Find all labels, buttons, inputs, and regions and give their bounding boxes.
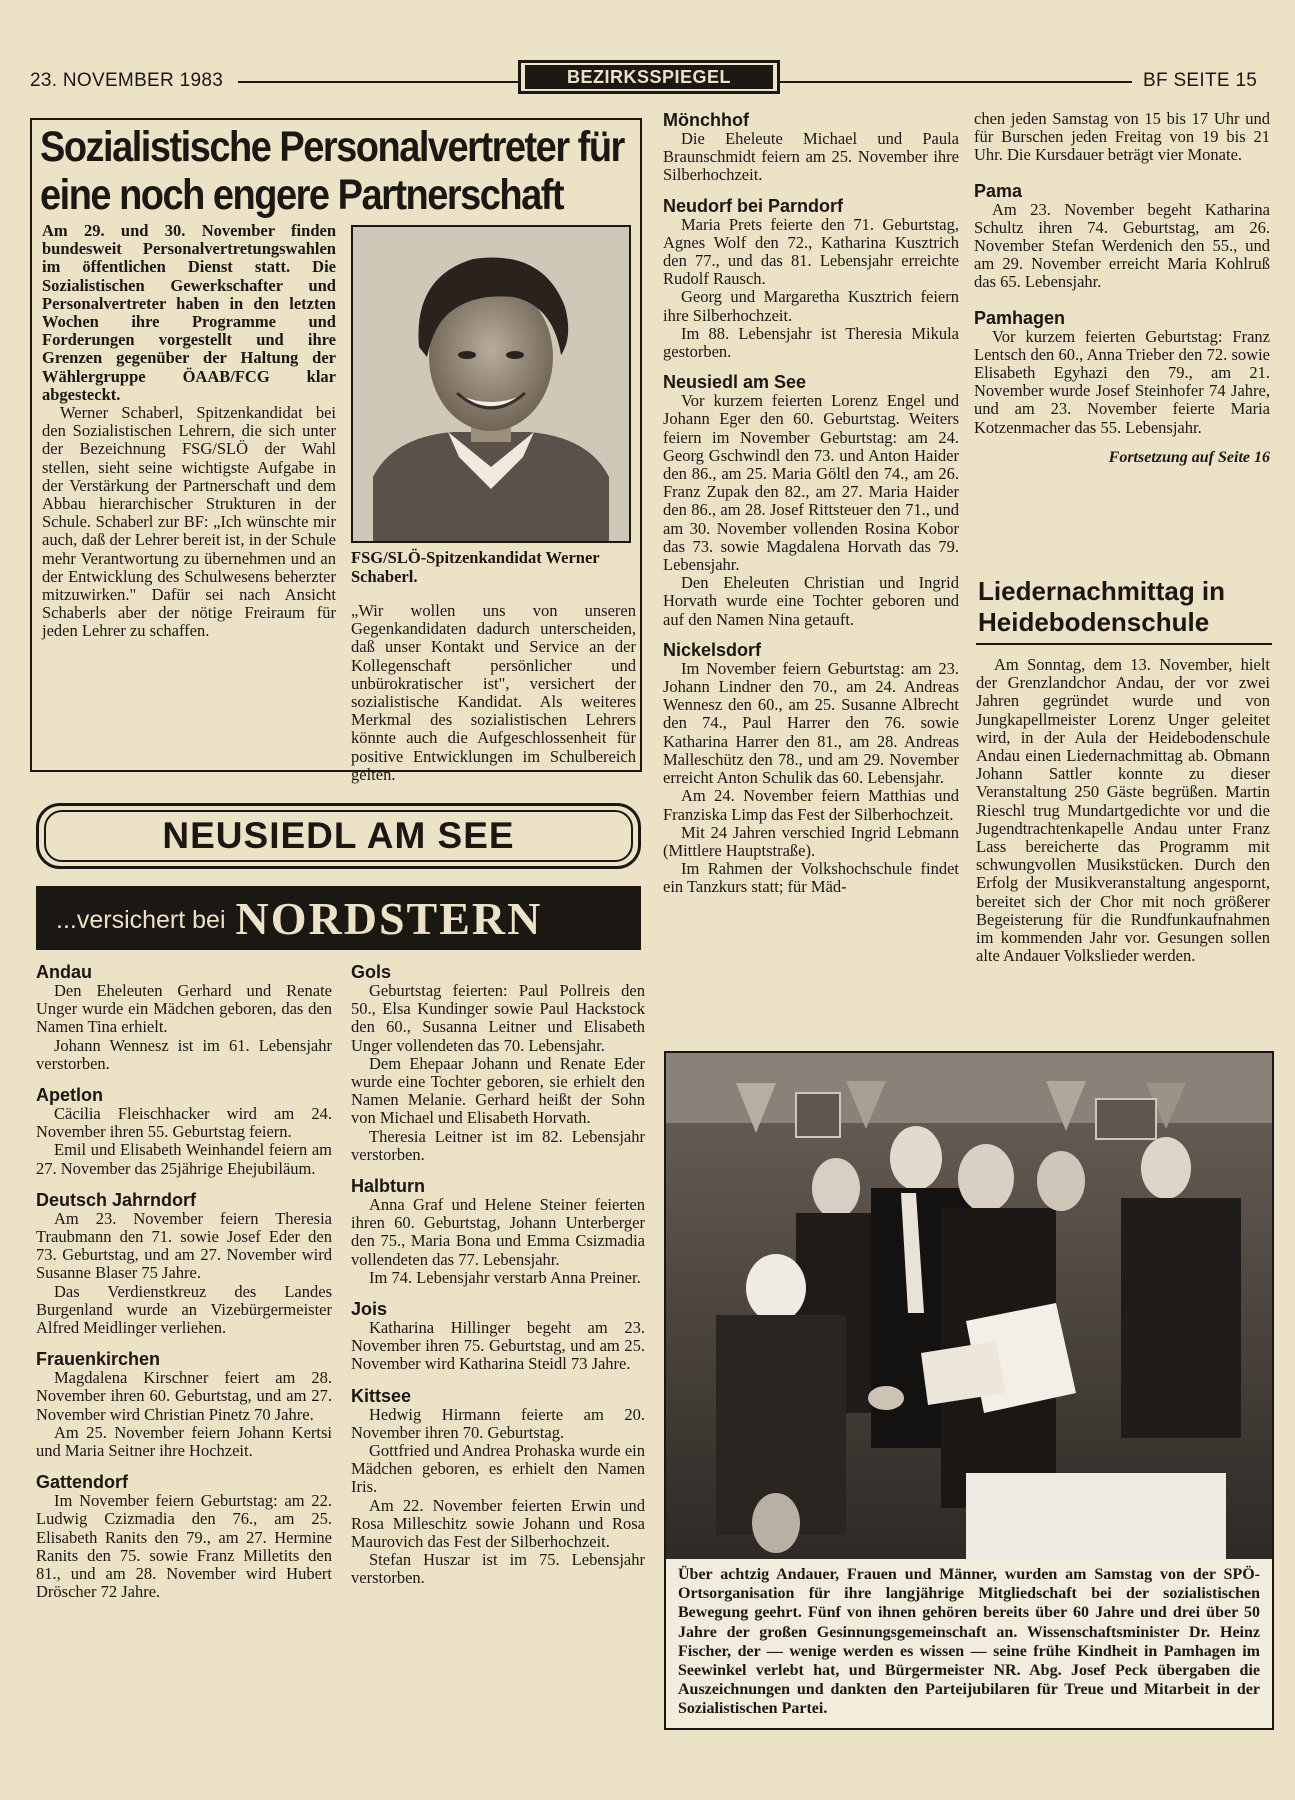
section-body: [36, 1492, 332, 1601]
section-title: Frauenkirchen: [36, 1349, 161, 1370]
event-photo-image: [666, 1053, 1272, 1561]
section-frauenkirchen: [36, 1349, 332, 1460]
section-body: [36, 1210, 332, 1337]
section-gols: [351, 962, 645, 1164]
section-title: Andau: [36, 962, 92, 982]
section-body: [663, 660, 959, 897]
section-title: Jois: [351, 1299, 388, 1320]
section-moenchhof: [663, 110, 959, 185]
section-body: [974, 328, 1270, 437]
lieder-rule: [976, 643, 1272, 645]
section-paragraph: Gottfried und Andrea Prohaska wurde ein Mädchen geboren, es erhielt den Namen Iris.: [351, 1441, 645, 1497]
section-title: Halbturn: [351, 1176, 425, 1197]
section-kittsee: [351, 1386, 645, 1588]
sponsor-brand: NORDSTERN: [235, 892, 543, 944]
column-1: [36, 962, 332, 1601]
section-paragraph: Maria Prets feierte den 71. Geburtstag, Agnes Wolf den 72., Katharina Kusztrich den 77., und das 81. Lebensjahr erreichte Rudolf Rausch.: [663, 214, 959, 289]
sponsor-prefix: ...versichert bei: [56, 905, 226, 934]
section-title: Apetlon: [36, 1085, 103, 1106]
section-paragraph: Im November feiern Geburtstag: am 23. Johann Lindner den 70., am 24. Andreas Wennesz den 60., am 25. Susanne Albrecht den 74., Paul Harrer den 76. sowie Katharina Harrer den 81., am 28. Andreas Malleschütz den 78., und am 29. November erreicht Anton Schulik das 60. Lebensjahr.: [663, 658, 959, 788]
section-paragraph: Georg und Margaretha Kusztrich feiern ihre Silberhochzeit.: [663, 287, 959, 325]
section-body: [663, 392, 959, 629]
section-pamhagen: [974, 308, 1270, 437]
lieder-paragraph: Am Sonntag, dem 13. November, hielt der Grenzlandchor Andau, der vor zwei Jahren gegründet wurde und von Jungkapellmeister Lorenz Unger geleitet wird, in der Aula der Heidebodenschule Andau einen Liedernachmittag ab. Obmann Johann Sattler konnte zu dieser Veranstaltung 250 Gäste begrüßen. Martin Rieschl trug Mundartgedichte vor und die Jugendtrachtenkapelle Andau unter Franz Lass bereicherte das Programm mit schwungvollen Musikstücken. Durch den Erfolg der Musikveranstaltung angespornt, bereitet sich der Chor mit noch größerer Begeisterung für die Rundfunkaufnahmen im kommenden Jahr vor. Gesungen sollen alte Andauer Volkslieder werden.: [976, 655, 1270, 966]
lead-text-column: [42, 222, 336, 641]
section-title: Gols: [351, 962, 392, 982]
lieder-headline: Liedernachmittag in Heidebodenschule: [978, 576, 1226, 637]
section-paragraph: Den Eheleuten Christian und Ingrid Horvath wurde eine Tochter geboren und auf den Namen Nina getauft.: [663, 573, 959, 629]
section-gattendorf: [36, 1472, 332, 1601]
column-4: [974, 110, 1270, 467]
lead-intro: Am 29. und 30. November finden bundesweit Personalvertretungswahlen im öffentlichen Dienst statt. Die Sozialistischen Gewerkschafter und Personalvertreter haben in den letzten Wochen ihre Programme und Forderungen vorgestellt und ihre Grenzen gegenüber der Haltung der Wählergruppe ÖAAB/FCG klar abgesteckt.: [42, 221, 336, 404]
section-paragraph: Emil und Elisabeth Weinhandel feiern am 27. November das 25jährige Ehejubiläum.: [36, 1140, 332, 1178]
section-apetlon: [36, 1085, 332, 1178]
column-3: [663, 110, 959, 897]
section-paragraph: Mit 24 Jahren verschied Ingrid Lebmann (Mittlere Hauptstraße).: [663, 822, 959, 860]
section-paragraph: Katharina Hillinger begeht am 23. November ihren 75. Geburtstag, und am 25. November wird Katharina Steidl 73 Jahre.: [351, 1318, 645, 1374]
section-label: BEZIRKSSPIEGEL: [525, 65, 773, 89]
section-paragraph: Hedwig Hirmann feierte am 20. November ihren 70. Geburtstag.: [351, 1404, 645, 1442]
section-andau: [36, 962, 332, 1073]
lead-paragraph-1: Werner Schaberl, Spitzenkandidat bei den Sozialistischen Lehrern, die sich unter der Bezeichnung FSG/SLÖ der Wahl stellen, sieht seine wichtigste Aufgabe in der Verstärkung der Partnerschaft und dem Abbau hierarchischer Strukturen in der Schule. Schaberl zur BF: „Ich wünschte mir auch, daß der Lehrer bereit ist, in der Schule mehr Verantwortung zu übernehmen und an der Entwicklung des Schulwesens beherzter mitzuwirken." Dafür sei nach Ansicht Schaberls aber der nötige Freiraum für jeden Lehrer zu schaffen.: [42, 403, 336, 641]
section-paragraph: Am 23. November begeht Katharina Schultz ihren 74. Geburtstag, am 26. November Stefan Werdenich den 55., und am 29. November erreicht Maria Kohlruß das 65. Lebensjahr.: [974, 199, 1270, 292]
section-paragraph: Theresia Leitner ist im 82. Lebensjahr verstorben.: [351, 1126, 645, 1164]
issue-date: 23. NOVEMBER 1983: [30, 70, 224, 91]
section-paragraph: Stefan Huszar ist im 75. Lebensjahr verstorben.: [351, 1550, 645, 1588]
section-paragraph: Im Rahmen der Volkshochschule findet ein Tanzkurs statt; für Mäd-: [663, 859, 959, 897]
section-paragraph: Geburtstag feierten: Paul Pollreis den 50., Elsa Kundinger sowie Paul Hackstock den 60., Susanna Leitner und Elisabeth Unger vollendeten das 70. Lebensjahr.: [351, 981, 645, 1055]
section-paragraph: Vor kurzem feierten Geburtstag: Franz Lentsch den 60., Anna Trieber den 72. sowie Elisabeth Egyhazi den 79., am 21. November wurde Josef Steinhofer 74 Jahre, und am 23. November feierte Maria Kotzenmacher das 55. Lebensjahr.: [974, 326, 1270, 437]
section-deutsch-jahrndorf: [36, 1190, 332, 1337]
section-body: [36, 982, 332, 1073]
page-number: BF SEITE 15: [1143, 70, 1258, 91]
portrait-image: [353, 227, 629, 541]
section-paragraph: Den Eheleuten Gerhard und Renate Unger wurde ein Mädchen geboren, das den Namen Tina erhielt.: [36, 981, 332, 1037]
section-body: [351, 1319, 645, 1374]
section-paragraph: Die Eheleute Michael und Paula Braunschmidt feiern am 25. November ihre Silberhochzeit.: [663, 129, 959, 185]
section-pama: [974, 181, 1270, 292]
section-title: Neudorf bei Parndorf: [663, 195, 844, 216]
section-title: Nickelsdorf: [663, 639, 762, 660]
section-nickelsdorf: [663, 640, 959, 897]
section-body: [36, 1105, 332, 1178]
event-photo-caption: Über achtzig Andauer, Frauen und Männer, wurden am Samstag von der SPÖ-Ortsorganisation für ihre langjährige Mitgliedschaft bei der sozialistischen Bewegung geehrt. Fünf von ihnen gehören bereits über 60 Jahre und drei über 50 Jahre der großen Gesinnungsgemeinschaft an. Wissenschaftsminister Dr. Heinz Fischer, der — wenige werden es wissen — seine frühe Kindheit in Pamhagen im Seewinkel verlebt hat, und Bürgermeister NR. Abg. Josef Peck übergaben die Auszeichnungen und dankten den Parteijubilaren für Treue und Mitarbeit in der Sozialistischen Partei.: [666, 1559, 1272, 1728]
section-body: [36, 1369, 332, 1460]
header-rule-right: [780, 81, 1132, 83]
section-halbturn: [351, 1176, 645, 1287]
section-title: Kittsee: [351, 1385, 412, 1406]
section-paragraph: Das Verdienstkreuz des Landes Burgenland wurde an Vizebürgermeister Alfred Meidlinger verliehen.: [36, 1281, 332, 1338]
section-neusiedl: [663, 372, 959, 629]
section-paragraph: Im 74. Lebensjahr verstarb Anna Preiner.: [369, 1267, 641, 1287]
section-paragraph: Cäcilia Fleischhacker wird am 24. November ihren 55. Geburtstag feiern.: [36, 1104, 332, 1142]
section-title: Pamhagen: [974, 307, 1066, 328]
lead-headline: Sozialistische Personalvertreter für eine noch engere Partnerschaft: [40, 124, 624, 220]
section-title: Pama: [974, 180, 1023, 201]
section-paragraph: Anna Graf und Helene Steiner feierten ihren 60. Geburtstag, Johann Unterberger den 75., Maria Bona und Emma Csizmadia vollendeten das 77. Lebensjahr.: [351, 1195, 645, 1269]
region-banner-title: NEUSIEDL AM SEE: [44, 810, 633, 862]
section-title: Gattendorf: [36, 1472, 128, 1493]
section-jois: [351, 1299, 645, 1374]
section-paragraph: chen jeden Samstag von 15 bis 17 Uhr und für Burschen jeden Freitag von 19 bis 21 Uhr. Die Kursdauer beträgt vier Monate.: [974, 109, 1270, 165]
section-paragraph: Im November feiern Geburtstag: am 22. Ludwig Czizmadia den 76., am 25. Elisabeth Ranits den 79., am 27. Hermine Ranits den 75. sowie Franz Milletits den 81., und am 28. November wird Hubert Dröscher 72 Jahre.: [36, 1491, 332, 1602]
column-2: [351, 962, 645, 1588]
section-title: Mönchhof: [663, 110, 749, 130]
section-paragraph: Vor kurzem feierten Lorenz Engel und Johann Eger den 60. Geburtstag. Weiters feiern im November Geburtstag: am 24. Georg Gschwindl den 73. und Anton Haider den 86., am 25. Maria Göltl den 74., am 26. Franz Zupak den 82., am 27. Maria Haider den 86., am 28. Josef Rittsteuer den 71., und am 30. November vollenden Rosina Kobor das 73. sowie Magdalena Horvath das 79. Lebensjahr.: [663, 391, 959, 575]
portrait-caption: FSG/SLÖ-Spitzenkandidat Werner Schaberl.: [351, 548, 600, 586]
section-paragraph: Am 23. November feiern Theresia Traubmann den 71. sowie Josef Eder den 73. Geburtstag, und am 27. November wird Susanne Blaser 75 Jahre.: [36, 1208, 332, 1283]
section-neudorf: [663, 196, 959, 362]
header-rule-left: [238, 81, 518, 83]
lieder-body: [976, 656, 1270, 965]
section-body: [663, 216, 959, 362]
section-body: [663, 130, 959, 185]
section-paragraph: Am 25. November feiern Johann Kertsi und Maria Seitner ihre Hochzeit.: [36, 1422, 332, 1461]
lead-paragraph-2: „Wir wollen uns von unseren Gegenkandidaten dadurch unterscheiden, daß unser Kontakt und Service an der Kollegenschaft persönlicher und unbürokratischer ist", versichert der sozialistische Kandidat. Als weiteres Merkmal des sozialistischen Lehrers könnte auch die Aufgeschlossenheit für positive Entwicklungen im Schulbereich gelten.: [351, 601, 636, 784]
sponsor-bar: [36, 886, 641, 950]
section-paragraph: Am 22. November feierten Erwin und Rosa Milleschitz sowie Johann und Rosa Maurovich das Fest der Silberhochzeit.: [351, 1495, 645, 1552]
section-body: [351, 1406, 645, 1588]
section-body: [351, 982, 645, 1164]
section-body: [351, 1196, 645, 1287]
section-paragraph: Im 88. Lebensjahr ist Theresia Mikula gestorben.: [663, 323, 959, 362]
section-paragraph: Johann Wennesz ist im 61. Lebensjahr verstorben.: [36, 1035, 332, 1073]
section-paragraph: Dem Ehepaar Johann und Renate Eder wurde eine Tochter geboren, sie erhielt den Namen Melanie. Gerhard heißt der Sohn von Michael und Elisabeth Horvath.: [351, 1053, 645, 1128]
section-body: [974, 201, 1270, 292]
section-title: Deutsch Jahrndorf: [36, 1189, 197, 1210]
portrait-photo: [351, 225, 631, 543]
section-title: Neusiedl am See: [663, 372, 807, 393]
section-paragraph: Magdalena Kirschner feiert am 28. November ihren 60. Geburtstag, und am 27. November wird Christian Pinetz 70 Jahre.: [36, 1368, 332, 1424]
section-paragraph: Am 24. November feiern Matthias und Franziska Limp das Fest der Silberhochzeit.: [663, 786, 959, 824]
continued-text: [974, 110, 1270, 165]
section-label-box: [518, 60, 780, 94]
lead-text-column-2: [351, 602, 636, 784]
continuation-note: Fortsetzung auf Seite 16: [1108, 448, 1270, 466]
